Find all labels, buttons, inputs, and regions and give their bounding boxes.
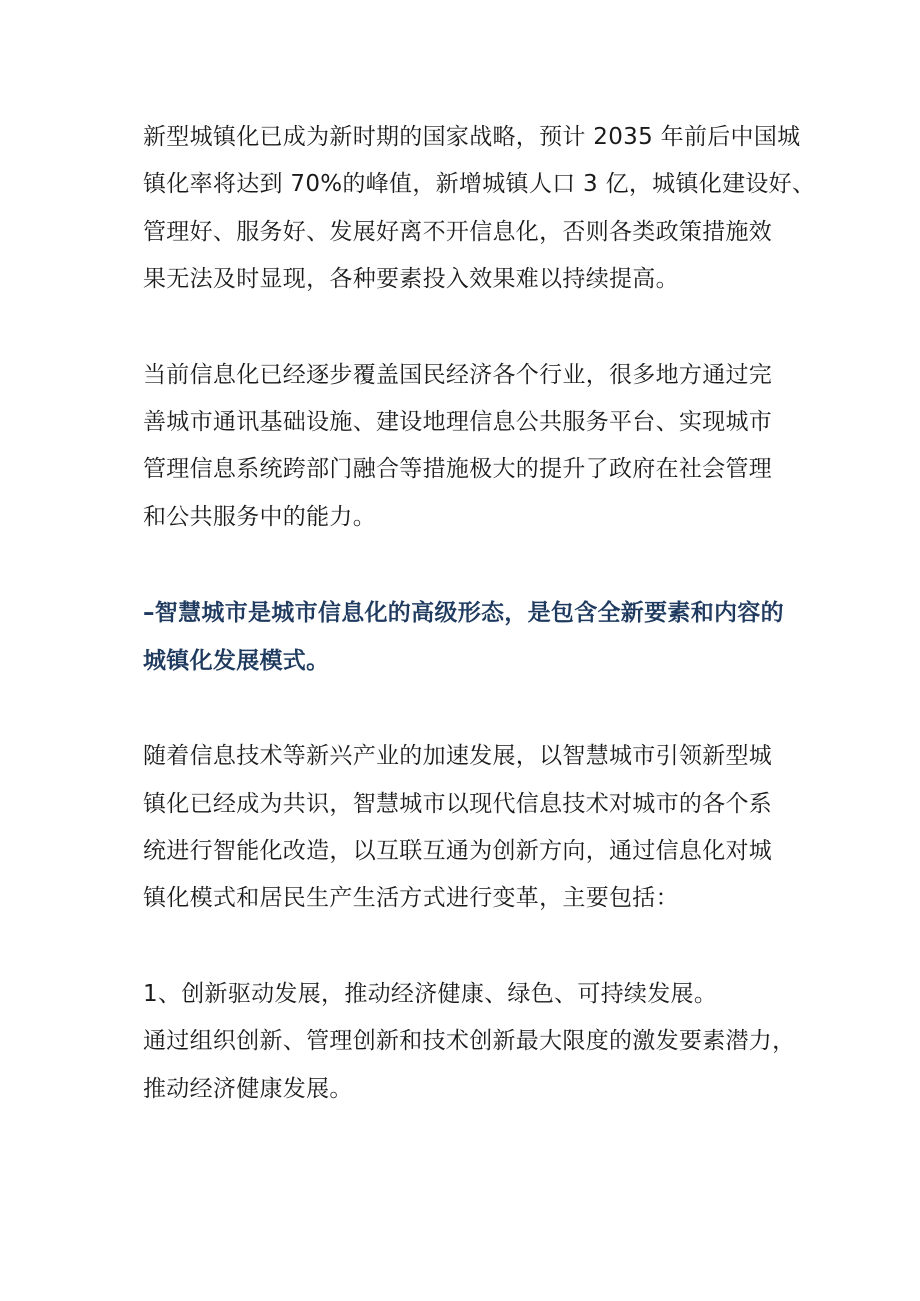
paragraph-gap — [143, 304, 920, 352]
paragraph-gap — [143, 541, 920, 589]
heading-line: 城镇化发展模式。 — [143, 648, 330, 675]
text-line: 通过组织创新、管理创新和技术创新最大限度的激发要素潜力， — [143, 1028, 796, 1055]
text-line: 果无法及时显现，各种要素投入效果难以持续提高。 — [143, 266, 679, 293]
text-line: 镇化率将达到 70%的峰值，新增城镇人口 3 亿，城镇化建设好、 — [143, 171, 816, 198]
section-heading-smart-city — [143, 589, 803, 685]
text-line: 善城市通讯基础设施、建设地理信息公共服务平台、实现城市 — [143, 409, 773, 436]
paragraph-smart-city-development — [143, 733, 803, 923]
text-line: 新型城镇化已成为新时期的国家战略，预计 2035 年前后中国城 — [143, 124, 801, 150]
paragraph-gap — [143, 923, 920, 971]
text-line: 统进行智能化改造，以互联互通为创新方向，通过信息化对城 — [143, 838, 773, 865]
paragraph-urbanization-strategy — [143, 114, 816, 304]
list-item-title: 1、创新驱动发展，推动经济健康、绿色、可持续发展。 — [143, 980, 718, 1007]
text-line: 镇化模式和居民生产生活方式进行变革，主要包括： — [143, 885, 679, 912]
text-line: 管理信息系统跨部门融合等措施极大的提升了政府在社会管理 — [143, 456, 773, 483]
text-line: 管理好、服务好、发展好离不开信息化，否则各类政策措施效 — [143, 218, 773, 245]
text-line: 随着信息技术等新兴产业的加速发展，以智慧城市引领新型城 — [143, 743, 773, 770]
text-line: 当前信息化已经逐步覆盖国民经济各个行业，很多地方通过完 — [143, 361, 773, 388]
text-line: 镇化已经成为共识，智慧城市以现代信息技术对城市的各个系 — [143, 790, 773, 817]
text-line: 推动经济健康发展。 — [143, 1075, 353, 1102]
list-item-innovation-driven — [143, 971, 803, 1113]
heading-line: –智慧城市是城市信息化的高级形态，是包含全新要素和内容的 — [143, 600, 784, 627]
paragraph-informatization-status — [143, 352, 803, 542]
text-line: 和公共服务中的能力。 — [143, 503, 376, 530]
paragraph-gap — [143, 685, 920, 733]
